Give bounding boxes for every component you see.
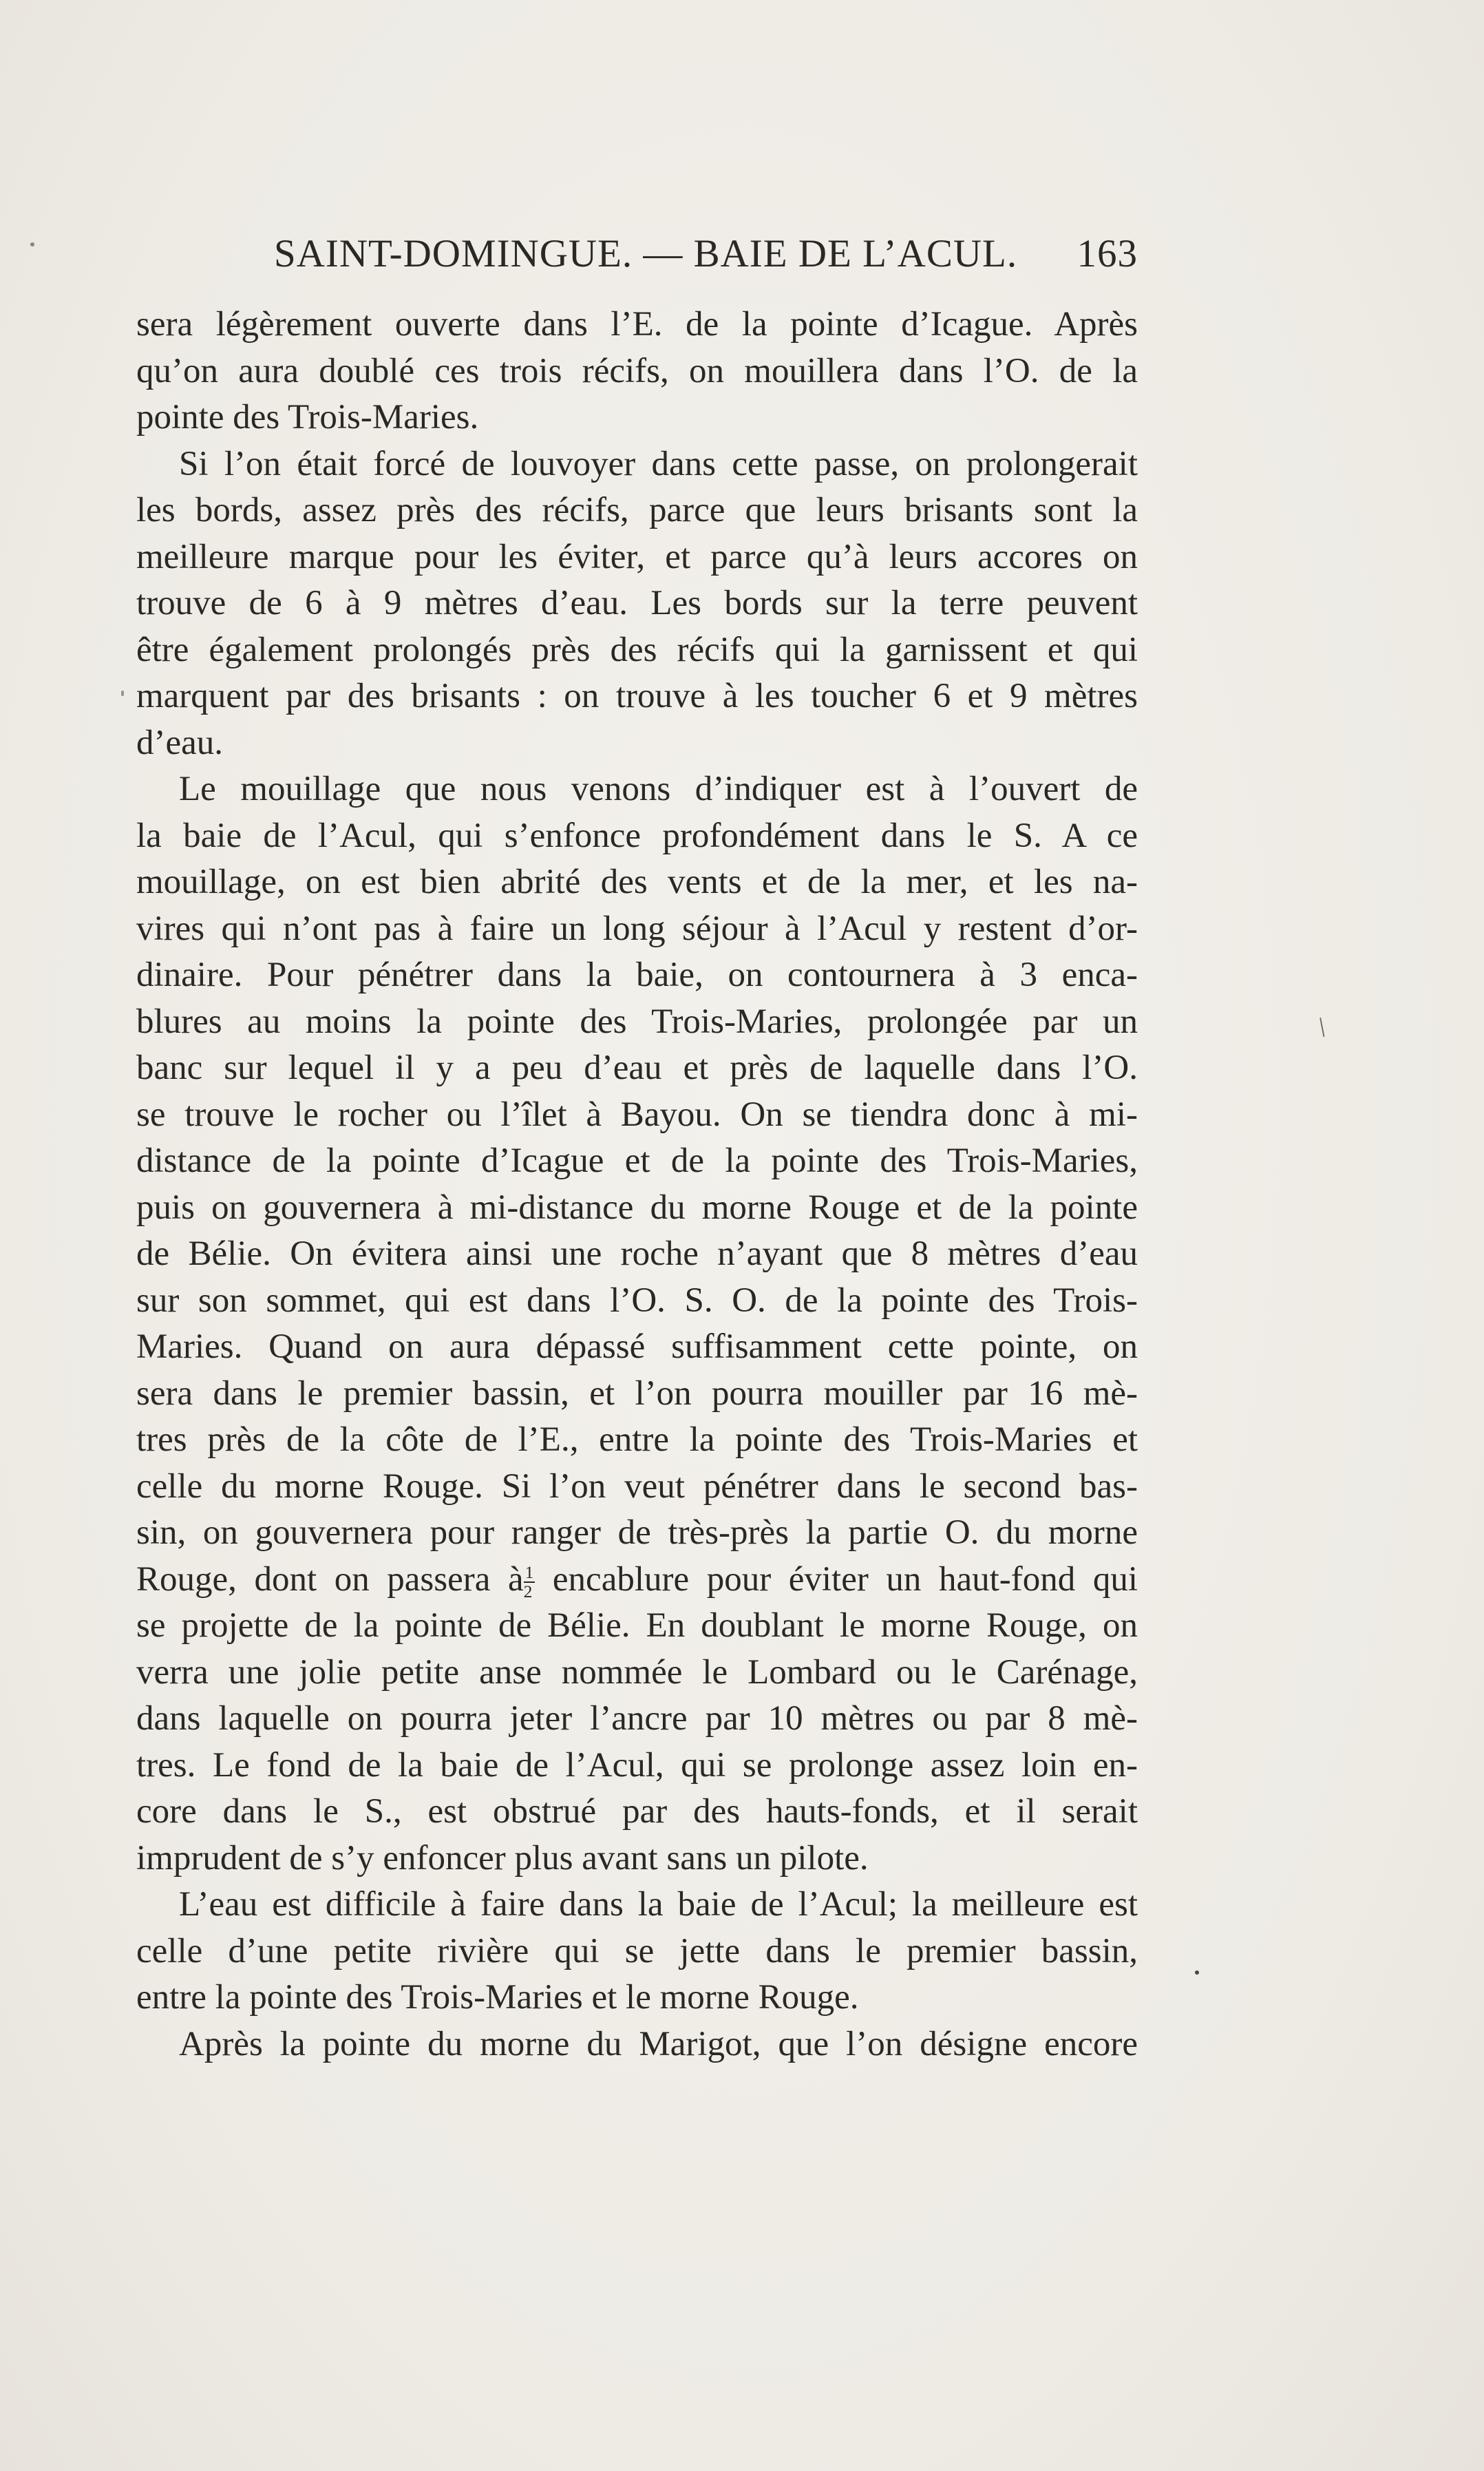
text-line: de Bélie. On évitera ainsi une roche n’ayant que 8 mètres d’eau xyxy=(136,1234,1138,1273)
paper-speck xyxy=(30,242,34,246)
text-line: distance de la pointe d’Icague et de la pointe des Trois-Maries, xyxy=(136,1142,1138,1180)
text-line: tres. Le fond de la baie de l’Acul, qui se prolonge assez loin en- xyxy=(136,1745,1138,1785)
text-line: blures au moins la pointe des Trois-Maries, prolongée par un xyxy=(136,1002,1138,1041)
text-line: dans laquelle on pourra jeter l’ancre par 10 mètres ou par 8 mè- xyxy=(136,1699,1138,1738)
text-line: puis on gouvernera à mi-distance du morne Rouge et de la pointe xyxy=(136,1188,1138,1227)
text-line: verra une jolie petite anse nommée le Lombard ou le Carénage, xyxy=(136,1652,1138,1692)
text-line: se projette de la pointe de Bélie. En doublant le morne Rouge, on xyxy=(136,1606,1138,1645)
text-line: Le mouillage que nous venons d’indiquer est à l’ouvert de xyxy=(179,770,1138,808)
text-line: tres près de la côte de l’E., entre la pointe des Trois-Maries et xyxy=(136,1420,1138,1459)
text-line: sera légèrement ouverte dans l’E. de la pointe d’Icague. Après xyxy=(136,305,1138,344)
text-line: être également prolongés près des récifs qui la garnissent et qui xyxy=(136,630,1138,669)
fraction-denominator: 2 xyxy=(523,1581,533,1601)
text-line: dinaire. Pour pénétrer dans la baie, on contournera à 3 enca- xyxy=(136,956,1138,994)
margin-pencil-mark: / xyxy=(1311,1011,1333,1042)
text-line: trouve de 6 à 9 mètres d’eau. Les bords sur la terre peuvent xyxy=(136,584,1138,622)
text-line: qu’on aura doublé ces trois récifs, on mouillera dans l’O. de la xyxy=(136,351,1138,390)
text-line: sin, on gouvernera pour ranger de très-près la partie O. du morne xyxy=(136,1513,1138,1552)
text-fragment: encablure pour éviter un haut-fond qui xyxy=(552,1559,1138,1599)
text-line: se trouve le rocher ou l’îlet à Bayou. On se tiendra donc à mi- xyxy=(136,1095,1138,1134)
paper-speck xyxy=(1195,1970,1199,1975)
fraction-numerator: 1 xyxy=(524,1562,534,1583)
text-line: imprudent de s’y enfoncer plus avant sans un pilote. xyxy=(136,1838,869,1878)
text-line: marquent par des brisants : on trouve à les toucher 6 et 9 mètres xyxy=(136,677,1138,715)
text-line-with-fraction xyxy=(136,1557,1138,1603)
text-line: sera dans le premier bassin, et l’on pourra mouiller par 16 mè- xyxy=(136,1374,1138,1413)
text-line: Si l’on était forcé de louvoyer dans cette passe, on prolongerait xyxy=(179,444,1138,483)
text-line: meilleure marque pour les éviter, et parce qu’à leurs accores on xyxy=(136,537,1138,576)
text-line: L’eau est difficile à faire dans la baie de l’Acul; la meilleure est xyxy=(179,1885,1138,1924)
text-line: Après la pointe du morne du Marigot, que l’on désigne encore xyxy=(179,2024,1138,2063)
text-line: entre la pointe des Trois-Maries et le morne Rouge. xyxy=(136,1978,859,2017)
text-line: Maries. Quand on aura dépassé suffisamment cette pointe, on xyxy=(136,1327,1138,1366)
paper-speck xyxy=(121,691,124,696)
half-fraction xyxy=(524,1564,536,1600)
text-line: mouillage, on est bien abrité des vents et de la mer, et les na- xyxy=(136,863,1138,901)
body-text xyxy=(136,302,1138,2068)
text-fragment: Rouge, dont on passera à xyxy=(136,1559,524,1599)
text-line: celle du morne Rouge. Si l’on veut pénétrer dans le second bas- xyxy=(136,1466,1138,1506)
running-header xyxy=(274,227,1138,289)
text-line: sur son sommet, qui est dans l’O. S. O. de la pointe des Trois- xyxy=(136,1281,1138,1320)
text-line: les bords, assez près des récifs, parce que leurs brisants sont la xyxy=(136,491,1138,529)
text-line: celle d’une petite rivière qui se jette dans le premier bassin, xyxy=(136,1931,1138,1970)
text-line: banc sur lequel il y a peu d’eau et près de laquelle dans l’O. xyxy=(136,1049,1138,1087)
text-line: la baie de l’Acul, qui s’enfonce profondément dans le S. A ce xyxy=(136,816,1138,855)
text-line: core dans le S., est obstrué par des hauts-fonds, et il serait xyxy=(136,1792,1138,1831)
text-line: pointe des Trois-Maries. xyxy=(136,398,479,437)
page-number: 163 xyxy=(1077,232,1138,275)
text-line: d’eau. xyxy=(136,723,224,762)
text-line: vires qui n’ont pas à faire un long séjour à l’Acul y restent d’or- xyxy=(136,909,1138,948)
running-title: SAINT-DOMINGUE. — BAIE DE L’ACUL. xyxy=(274,232,1018,275)
